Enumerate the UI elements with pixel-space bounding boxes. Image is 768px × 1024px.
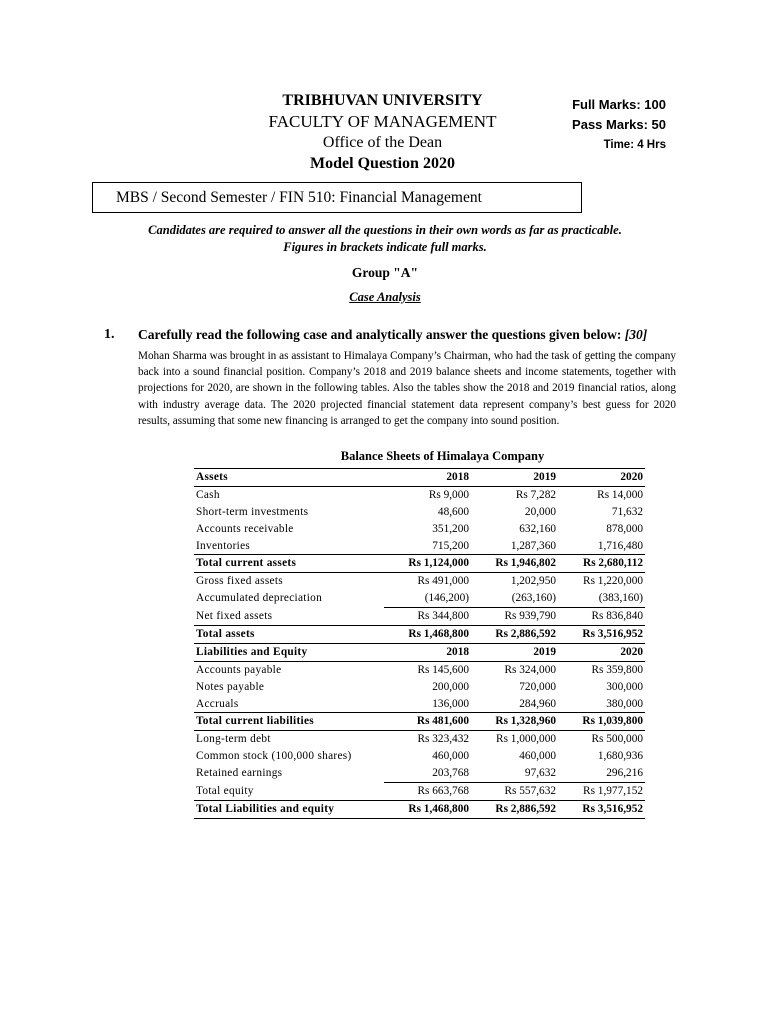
question-marks: [30] (624, 327, 648, 342)
table-cell: 715,200 (384, 538, 471, 555)
table-row (194, 590, 645, 607)
table-row (194, 713, 645, 731)
table-row (194, 696, 645, 713)
table-cell: Rs 491,000 (417, 575, 469, 588)
table-cell: 48,600 (437, 505, 469, 518)
table-cell: Rs 1,039,800 (558, 713, 645, 731)
table-title: Balance Sheets of Himalaya Company (340, 449, 545, 463)
table-cell: Accumulated depreciation (196, 592, 323, 605)
table-cell: 296,216 (558, 765, 645, 782)
table-cell: Rs 3,516,952 (558, 626, 645, 644)
table-cell: Total current assets (194, 555, 384, 573)
section-heading: Case Analysis (349, 290, 421, 304)
table-cell: Rs 1,977,152 (558, 783, 645, 801)
table-cell: Rs 7,282 (515, 488, 556, 501)
table-cell: Rs 2,886,592 (471, 800, 558, 818)
table-row (194, 486, 645, 503)
question-prompt (138, 327, 647, 343)
table-cell: Notes payable (196, 680, 265, 693)
table-cell: 71,632 (611, 505, 643, 518)
table-cell: 2018 (384, 469, 471, 487)
table-cell: Rs 663,768 (384, 783, 471, 801)
table-cell: 2020 (558, 643, 645, 661)
table-cell: Rs 1,468,800 (384, 800, 471, 818)
table-cell: Gross fixed assets (196, 575, 283, 588)
table-header-row (194, 643, 645, 661)
table-row (194, 731, 645, 748)
table-cell: Rs 1,946,802 (471, 555, 558, 573)
table-cell: 1,680,936 (597, 750, 643, 763)
table-cell: Rs 9,000 (428, 488, 469, 501)
table-cell: Assets (194, 469, 384, 487)
office-name: Office of the Dean (322, 134, 443, 152)
table-cell: 203,768 (384, 765, 471, 782)
table-cell: Total current liabilities (194, 713, 384, 731)
table-cell: Rs 359,800 (591, 663, 643, 676)
table-cell: Rs 1,328,960 (471, 713, 558, 731)
table-row (194, 679, 645, 696)
instruction-line-2: Figures in brackets indicate full marks. (283, 240, 487, 254)
table-cell: Rs 1,220,000 (583, 575, 643, 588)
table-cell: 1,287,360 (471, 538, 558, 555)
table-row (194, 748, 645, 765)
table-cell: 351,200 (432, 522, 469, 535)
table-cell: 97,632 (471, 765, 558, 782)
course-title-box: MBS / Second Semester / FIN 510: Financial Management (92, 182, 582, 213)
table-cell: 1,202,950 (510, 575, 556, 588)
table-cell: Net fixed assets (194, 608, 384, 626)
table-cell: 300,000 (606, 680, 643, 693)
faculty-name: FACULTY OF MANAGEMENT (268, 112, 497, 132)
instructions (90, 222, 680, 256)
table-cell: Rs 481,600 (384, 713, 471, 731)
model-question-title: Model Question 2020 (310, 154, 455, 172)
table-cell: Rs 324,000 (504, 663, 556, 676)
table-cell: Total Liabilities and equity (194, 800, 384, 818)
table-cell: Rs 344,800 (384, 608, 471, 626)
table-cell: 720,000 (519, 680, 556, 693)
table-cell: 2020 (558, 469, 645, 487)
table-cell: 460,000 (519, 750, 556, 763)
table-cell: Rs 323,432 (417, 733, 469, 746)
table-cell: 380,000 (558, 696, 645, 713)
table-cell: Inventories (194, 538, 384, 555)
table-cell: 20,000 (524, 505, 556, 518)
question-text: Carefully read the following case and analytically answer the questions given below: (138, 327, 625, 342)
university-heading (230, 91, 535, 174)
group-heading: Group "A" (351, 265, 419, 280)
table-cell: Rs 14,000 (597, 488, 643, 501)
table-header-row (194, 469, 645, 487)
table-cell: Accruals (194, 696, 384, 713)
table-cell: 1,716,480 (558, 538, 645, 555)
table-cell: Rs 1,124,000 (384, 555, 471, 573)
table-row (194, 504, 645, 521)
table-row (194, 800, 645, 818)
table-cell: Rs 3,516,952 (558, 800, 645, 818)
table-cell: Long-term debt (196, 733, 271, 746)
table-cell: Rs 836,840 (558, 608, 645, 626)
exam-time: Time: 4 Hrs (603, 139, 666, 151)
table-cell: Rs 2,886,592 (471, 626, 558, 644)
table-cell: Cash (196, 488, 220, 501)
university-name: TRIBHUVAN UNIVERSITY (282, 92, 483, 109)
table-cell: Rs 1,468,800 (384, 626, 471, 644)
marks-box (540, 95, 666, 155)
table-row (194, 555, 645, 573)
pass-marks: Pass Marks: 50 (572, 117, 666, 132)
table-cell: Rs 500,000 (591, 733, 643, 746)
table-cell: 200,000 (432, 680, 469, 693)
table-cell: 2019 (471, 469, 558, 487)
balance-sheet-table (194, 468, 645, 819)
table-cell: (263,160) (471, 590, 558, 607)
table-cell: Accounts payable (196, 663, 282, 676)
table-cell: Short-term investments (196, 505, 309, 518)
table-row (194, 626, 645, 644)
full-marks: Full Marks: 100 (572, 97, 666, 112)
table-cell: Common stock (100,000 shares) (196, 750, 352, 763)
table-cell: Total assets (194, 626, 384, 644)
table-cell: (383,160) (558, 590, 645, 607)
table-cell: Rs 2,680,112 (558, 555, 645, 573)
table-cell: Liabilities and Equity (194, 643, 384, 661)
table-cell: 2019 (471, 643, 558, 661)
table-cell: Rs 145,600 (417, 663, 469, 676)
table-row (194, 608, 645, 626)
table-cell: 460,000 (432, 750, 469, 763)
table-row (194, 765, 645, 782)
table-cell: Rs 557,632 (471, 783, 558, 801)
table-cell: 2018 (384, 643, 471, 661)
table-row (194, 538, 645, 555)
table-cell: 878,000 (606, 522, 643, 535)
table-cell: 284,960 (471, 696, 558, 713)
question-number: 1. (104, 327, 115, 342)
table-row (194, 661, 645, 678)
table-cell: Accounts receivable (196, 522, 294, 535)
case-paragraph: Mohan Sharma was brought in as assistant to Himalaya Company’s Chairman, who had the task of getting the company back into a sound financial position. Company’s 2018 and 2019 balance sheets and income statements, together with projections for 2020, are shown in the following tables. Also the tables show the 2018 and 2019 financial ratios, along with industry average data. The 2020 projected financial statement data represent company’s best guess for 2020 results, assuming that some new financing is arranged to get the company into sound position. (138, 350, 676, 427)
table-cell: Retained earnings (196, 767, 283, 780)
table-cell: Rs 1,000,000 (496, 733, 556, 746)
table-row (194, 521, 645, 538)
table-cell: 136,000 (384, 696, 471, 713)
table-cell: Rs 939,790 (471, 608, 558, 626)
table-cell: Total equity (194, 783, 384, 801)
instruction-line-1: Candidates are required to answer all the questions in their own words as far as practicable. (148, 223, 622, 237)
table-row (194, 783, 645, 801)
table-row (194, 573, 645, 590)
table-cell: (146,200) (384, 590, 471, 607)
table-cell: 632,160 (519, 522, 556, 535)
